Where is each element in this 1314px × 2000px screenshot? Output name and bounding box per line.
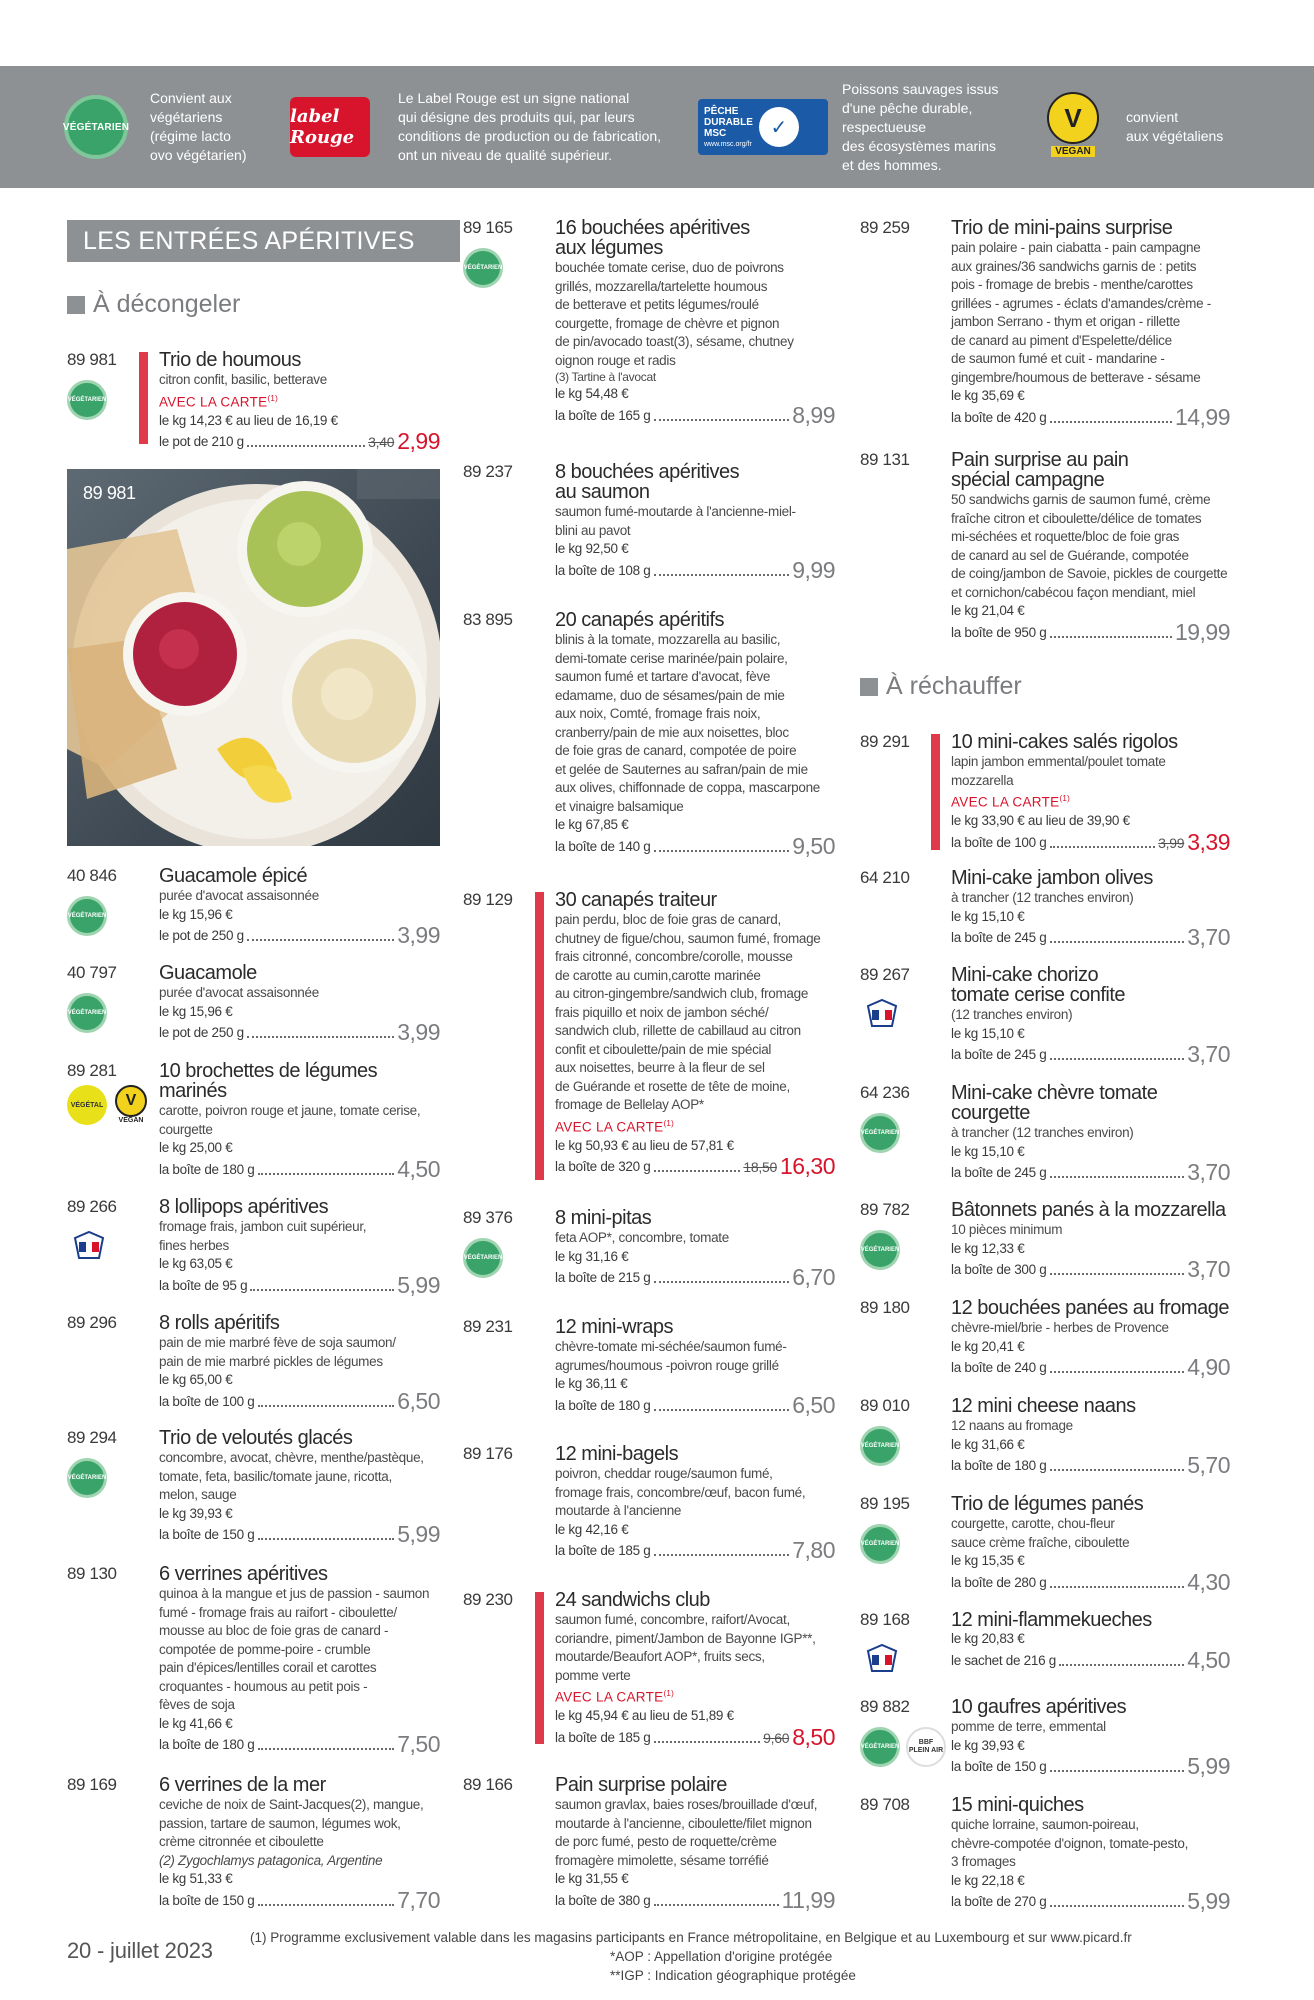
price-per-kg: le kg 50,93 € au lieu de 57,81 € (555, 1137, 734, 1153)
legend-label-rouge-text: Le Label Rouge est un signe national qui désigne des produits qui, par leurs conditions de production ou de fabrication, ont un niveau de qualité supérieur. (398, 90, 662, 163)
footnote-igp: **IGP : Indication géographique protégée (610, 1968, 856, 1983)
price-line: la boîte de 95 g 5,99 (159, 1271, 440, 1298)
fish-tick-icon: ✓ (759, 107, 799, 147)
price-line: le sachet de 216 g 4,50 (951, 1646, 1230, 1673)
product-desc: purée d'avocat assaisonnée (159, 888, 319, 903)
price-per-kg: le kg 41,66 € (159, 1715, 233, 1731)
price-line: la boîte de 180 g 7,50 (159, 1731, 440, 1757)
price-per-kg: le kg 31,16 € (555, 1248, 629, 1264)
price-per-kg: le kg 39,93 € (159, 1505, 233, 1521)
legend-vegetarien-text: Convient aux végétariens (régime lacto ovo végétarien) (150, 90, 247, 163)
vegetarien-icon: VÉGÉTARIEN (860, 1113, 900, 1153)
price-per-kg: le kg 31,66 € (951, 1436, 1025, 1452)
product-code: 89 129 (463, 890, 513, 909)
product-desc: 10 pièces minimum (951, 1222, 1063, 1237)
product-desc: chèvre-tomate mi-séchée/saumon fumé- agrumes/houmous -poivron rouge grillé (555, 1339, 787, 1373)
product-code: 89 010 (860, 1396, 910, 1415)
price-per-kg: le kg 15,35 € (951, 1553, 1025, 1568)
price: 3,99 (397, 1019, 440, 1045)
legend-bar (0, 66, 1314, 188)
france-origin-icon (860, 995, 904, 1035)
product-code: 89 230 (463, 1590, 513, 1609)
price-line: la boîte de 215 g 6,70 (555, 1264, 835, 1290)
product-name: Trio de mini-pains surprise (951, 217, 1173, 239)
vegan-logo-icon: V VEGAN (1044, 92, 1102, 162)
footnote-aop: *AOP : Appellation d'origine protégée (610, 1949, 833, 1964)
product-code: 89 195 (860, 1494, 910, 1513)
price: 5,99 (1187, 1888, 1230, 1914)
product-desc: ceviche de noix de Saint-Jacques(2), mangue, passion, tartare de saumon, légumes wok, crème citronnée et ciboulette (2) Zygochlamys patagonica, Argentine (159, 1797, 424, 1868)
price-per-kg: le kg 22,18 € (951, 1872, 1025, 1888)
product-name: 12 mini-flammekueches (951, 1609, 1152, 1631)
price-line: le pot de 250 g 3,99 (159, 1019, 440, 1045)
price-line: la boîte de 245 g 3,70 (951, 1159, 1230, 1185)
price-per-kg: le kg 12,33 € (951, 1240, 1025, 1256)
price-line: la boîte de 240 g 4,90 (951, 1354, 1230, 1380)
product-code: 89 981 (67, 350, 117, 369)
product-desc: chèvre-miel/brie - herbes de Provence (951, 1320, 1169, 1335)
product-desc: quinoa à la mangue et jus de passion - saumon fumé - fromage frais au raifort - ciboulette/ mousse au bloc de foie gras de canard - compotée de pomme-poire - crumble pain d'épices/lentilles corail et carottes croquantes - houmous au petit pois - fèves de soja (159, 1586, 430, 1712)
vegetarien-icon: VÉGÉTARIEN (67, 896, 107, 936)
product-name: 10 gaufres apéritives (951, 1696, 1127, 1718)
old-price: 9,60 (763, 1729, 790, 1746)
product-code: 89 168 (860, 1610, 910, 1629)
product-name: 16 bouchées apéritives aux légumes (555, 217, 750, 259)
price-line: la boîte de 300 g 3,70 (951, 1256, 1230, 1282)
product-name: 24 sandwichs club (555, 1589, 710, 1611)
price-per-kg: le kg 63,05 € (159, 1256, 233, 1271)
price-per-kg: le kg 39,93 € (951, 1737, 1025, 1753)
msc-logo-icon: PÊCHE DURABLE MSC www.msc.org/fr ✓ (698, 99, 828, 155)
product-code: 89 259 (860, 218, 910, 237)
avec-la-carte: AVEC LA CARTE$^{(1)}$ (951, 794, 1071, 810)
price-per-kg: le kg 36,11 € (555, 1376, 628, 1391)
price: 7,70 (397, 1886, 440, 1913)
price: 8,99 (792, 401, 835, 428)
product-code: 89 296 (67, 1313, 117, 1332)
price-line: la boîte de 185 g 7,80 (555, 1537, 835, 1563)
vegetarien-icon: VÉGÉTARIEN (860, 1727, 900, 1767)
product-code: 89 169 (67, 1775, 117, 1794)
product-code: 64 210 (860, 868, 910, 887)
price-per-kg: le kg 15,96 € (159, 1003, 233, 1019)
product-photo-houmous (67, 469, 440, 846)
page-number: 20 - juillet 2023 (67, 1938, 213, 1963)
vegetarien-icon: VÉGÉTARIEN (67, 993, 107, 1033)
vegan-icon: V VEGAN (113, 1085, 149, 1129)
product-desc: citron confit, basilic, betterave (159, 372, 327, 387)
product-code: 89 281 (67, 1061, 117, 1080)
price: 5,99 (397, 1521, 440, 1547)
price: 5,99 (1187, 1753, 1230, 1779)
product-name: Trio de veloutés glacés (159, 1427, 353, 1449)
promo-price: 16,30 (779, 1153, 835, 1179)
promo-price: 8,50 (792, 1723, 835, 1750)
price: 9,99 (792, 556, 835, 583)
product-name: 8 mini-pitas (555, 1207, 652, 1229)
product-code: 89 237 (463, 462, 513, 481)
product-name: 6 verrines apéritives (159, 1563, 328, 1585)
price-line: la boîte de 180 g 4,50 (159, 1155, 440, 1182)
product-code: 89 708 (860, 1795, 910, 1814)
price: 3,70 (1187, 1256, 1230, 1282)
square-bullet-icon (860, 678, 878, 696)
photo-code-label: 89 981 (83, 483, 136, 503)
price-line: la boîte de 150 g 7,70 (159, 1886, 440, 1913)
label-rouge-logo-icon: label Rouge (290, 97, 370, 157)
price-line: la boîte de 380 g 11,99 (555, 1886, 835, 1913)
price: 5,70 (1187, 1452, 1230, 1478)
product-code: 89 165 (463, 218, 513, 237)
price-per-kg: le kg 65,00 € (159, 1372, 233, 1387)
footer-notes (250, 1928, 1250, 1985)
subsection-decongeler: À décongeler (67, 290, 240, 319)
product-desc: quiche lorraine, saumon-poireau, chèvre-compotée d'oignon, tomate-pesto, 3 fromages (951, 1817, 1189, 1869)
price-line: la boîte de 245 g 3,70 (951, 1041, 1230, 1067)
price-per-kg: le kg 92,50 € (555, 541, 629, 556)
product-desc: saumon fumé-moutarde à l'ancienne-miel- blini au pavot (555, 504, 796, 538)
product-desc: à trancher (12 tranches environ) (951, 890, 1134, 905)
price-per-kg: le kg 67,85 € (555, 817, 629, 832)
product-code: 83 895 (463, 610, 513, 629)
price-line: le pot de 250 g 3,99 (159, 922, 440, 948)
price-per-kg: le kg 25,00 € (159, 1140, 233, 1155)
product-code: 89 131 (860, 450, 910, 469)
product-name: Mini-cake jambon olives (951, 867, 1153, 889)
price: 3,70 (1187, 1041, 1230, 1067)
product-desc: 50 sandwichs garnis de saumon fumé, crème fraîche citron et ciboulette/délice de tomates mi-séchées et roquette/bloc de foie gras de canard au sel de Guérande, compotée de coing/jambon de Savoie, pickles de courgette et cornichon/cabécou façon mendiant, miel (951, 492, 1228, 600)
product-name: 20 canapés apéritifs (555, 609, 725, 631)
price-per-kg: le kg 15,10 € (951, 1025, 1025, 1041)
price-line: la boîte de 150 g 5,99 (159, 1521, 440, 1547)
product-desc: concombre, avocat, chèvre, menthe/pastèque, tomate, feta, basilic/tomate jaune, ricotta, melon, sauge (159, 1450, 424, 1502)
product-desc: pain polaire - pain ciabatta - pain campagne aux graines/36 sandwichs garnis de : petits pois - fromage de brebis - menthe/carottes grillées - agrumes - éclats d'amandes/crème - jambon Serrano - thym et origan - rillette de canard au piment d'Espelette/délice de saumon fumé et cuit - mandarine - gingembre/houmous de betterave - sésame (951, 240, 1211, 385)
product-desc: pain de mie marbré fève de soja saumon/ pain de mie marbré pickles de légumes (159, 1335, 396, 1369)
vegetal-icon: VÉGÉTAL (67, 1085, 107, 1125)
price-per-kg: le kg 15,96 € (159, 906, 233, 922)
vegetarien-icon: VÉGÉTARIEN (67, 380, 107, 420)
price: 4,50 (397, 1155, 440, 1182)
price-line: la boîte de 420 g 14,99 (951, 403, 1230, 430)
product-desc: pain perdu, bloc de foie gras de canard, chutney de figue/chou, saumon fumé, fromage frais citronné, concombre/corolle, mousse de carotte au cumin,carotte marinée au citron-gingembre/sandwich club, fromage frais piquillo et noix de jambon séché/ sandwich club, rillette de cabillaud au citron confit et ciboulette/pain de mie spécial aux noisettes, beurre à la fleur de sel de Guérande et rosette de tête de moine, fromage de Bellelay AOP* (555, 912, 821, 1112)
product-name: Pain surprise au pain spécial campagne (951, 449, 1129, 491)
price: 4,90 (1187, 1354, 1230, 1380)
product-code: 89 231 (463, 1317, 513, 1336)
footnote-1: (1) Programme exclusivement valable dans les magasins participants en France métropolitaine, en Belgique et au Luxembourg et sur www.picard.fr (250, 1930, 1132, 1945)
product-desc: saumon gravlax, baies roses/brouillade d'œuf, moutarde à l'ancienne, ciboulette/filet mignon de porc fumé, pesto de roquette/crème fromagère mimolette, sésame torréfié (555, 1797, 818, 1868)
promo-price: 2,99 (397, 428, 440, 454)
promo-bar (931, 734, 940, 850)
vegetarien-icon: VÉGÉTARIEN (463, 1238, 503, 1278)
vegetarien-badge-icon: VÉGÉTARIEN (64, 95, 128, 159)
price-per-kg: le kg 20,41 € (951, 1338, 1025, 1354)
legend-label-rouge (290, 66, 661, 188)
price-line: la boîte de 140 g 9,50 (555, 832, 835, 859)
product-code: 89 376 (463, 1208, 513, 1227)
price: 11,99 (781, 1886, 835, 1913)
avec-la-carte: AVEC LA CARTE$^{(1)}$ (555, 1118, 675, 1134)
price: 4,50 (1187, 1646, 1230, 1673)
product-name: 10 brochettes de légumes marinés (159, 1060, 378, 1102)
product-desc: pomme de terre, emmental (951, 1719, 1106, 1734)
promo-bar (535, 892, 544, 1180)
bbf-plein-air-icon: BBF PLEIN AIR (906, 1727, 946, 1767)
product-desc: poivron, cheddar rouge/saumon fumé, fromage frais, concombre/œuf, bacon fumé, moutarde à l'ancienne (555, 1466, 806, 1518)
vegetarien-icon: VÉGÉTARIEN (67, 1458, 107, 1498)
price-per-kg: le kg 33,90 € au lieu de 39,90 € (951, 813, 1130, 828)
price-line: la boîte de 165 g 8,99 (555, 401, 835, 428)
product-name: 6 verrines de la mer (159, 1774, 326, 1796)
product-name: 12 mini-bagels (555, 1443, 679, 1465)
price-line: la boîte de 950 g 19,99 (951, 618, 1230, 645)
product-name: Guacamole épicé (159, 865, 308, 887)
price-per-kg: le kg 20,83 € (951, 1631, 1025, 1646)
product-name: 30 canapés traiteur (555, 889, 717, 911)
vegetarien-icon: VÉGÉTARIEN (860, 1524, 900, 1564)
product-name: 12 bouchées panées au fromage (951, 1297, 1229, 1319)
promo-bar (535, 1592, 544, 1744)
price-line: la boîte de 150 g 5,99 (951, 1753, 1230, 1779)
legend-msc-text: Poissons sauvages issus d'une pêche durable, respectueuse des écosystèmes marins et des hommes. (842, 80, 999, 173)
price: 3,99 (397, 922, 440, 948)
product-code: 89 882 (860, 1697, 910, 1716)
price: 19,99 (1174, 618, 1230, 645)
price-per-kg: le kg 21,04 € (951, 603, 1025, 618)
price-per-kg: le kg 31,55 € (555, 1871, 629, 1886)
product-name: 8 rolls apéritifs (159, 1312, 280, 1334)
price: 4,30 (1187, 1568, 1230, 1595)
price-line: la boîte de 245 g 3,70 (951, 924, 1230, 950)
product-code: 89 294 (67, 1428, 117, 1447)
france-origin-icon (67, 1227, 111, 1267)
price-per-kg: le kg 51,33 € (159, 1871, 233, 1886)
product-name: 15 mini-quiches (951, 1794, 1084, 1816)
price: 6,70 (792, 1264, 835, 1290)
promo-bar (139, 352, 148, 444)
price-per-kg: le kg 15,10 € (951, 1143, 1025, 1159)
legend-vegan (1044, 66, 1223, 188)
product-name: Mini-cake chorizo tomate cerise confite (951, 964, 1126, 1006)
product-name: 8 lollipops apéritives (159, 1196, 329, 1218)
product-desc: fromage frais, jambon cuit supérieur, fines herbes (159, 1219, 367, 1253)
price-per-kg: le kg 35,69 € (951, 388, 1025, 403)
subsection-rechauffer: À réchauffer (860, 672, 1022, 701)
product-desc: saumon fumé, concombre, raifort/Avocat, coriandre, piment/Jambon de Bayonne IGP**, moutarde/Beaufort AOP*, fruits secs, pomme verte (555, 1612, 816, 1683)
price-per-kg: le kg 14,23 € au lieu de 16,19 € (159, 412, 338, 428)
product-code: 89 782 (860, 1200, 910, 1219)
product-code: 64 236 (860, 1083, 910, 1102)
vegetarien-icon: VÉGÉTARIEN (860, 1426, 900, 1466)
product-desc: lapin jambon emmental/poulet tomate mozzarella (951, 754, 1166, 788)
product-desc: courgette, carotte, chou-fleur sauce crème fraîche, ciboulette (951, 1516, 1130, 1550)
price-line: la boîte de 180 g 5,70 (951, 1452, 1230, 1478)
product-code: 89 176 (463, 1444, 513, 1463)
product-code: 89 266 (67, 1197, 117, 1216)
price-line: la boîte de 100 g 6,50 (159, 1387, 440, 1414)
product-name: Pain surprise polaire (555, 1774, 727, 1796)
product-code: 89 267 (860, 965, 910, 984)
square-bullet-icon (67, 296, 85, 314)
price: 5,99 (397, 1271, 440, 1298)
price: 3,70 (1187, 924, 1230, 950)
price: 6,50 (397, 1387, 440, 1414)
price-per-kg: le kg 54,48 € (555, 386, 629, 401)
vegetarien-icon: VÉGÉTARIEN (463, 248, 503, 288)
price-per-kg: le kg 45,94 € au lieu de 51,89 € (555, 1708, 734, 1723)
price-line: la boîte de 185 g 9,60 8,50 (555, 1723, 835, 1750)
product-name: 12 mini-wraps (555, 1316, 673, 1338)
price-per-kg: le kg 42,16 € (555, 1521, 629, 1537)
product-name: Bâtonnets panés à la mozzarella (951, 1199, 1226, 1221)
product-code: 40 846 (67, 866, 117, 885)
price-line: la boîte de 180 g 6,50 (555, 1391, 835, 1418)
product-name: Trio de houmous (159, 349, 301, 371)
product-desc: purée d'avocat assaisonnée (159, 985, 319, 1000)
old-price: 18,50 (743, 1159, 777, 1175)
avec-la-carte: AVEC LA CARTE$^{(1)}$ (555, 1689, 675, 1705)
avec-la-carte: AVEC LA CARTE$^{(1)}$ (159, 393, 279, 409)
houmous-photo-illustration (67, 469, 440, 846)
legend-vegan-text: convient aux végétaliens (1126, 109, 1224, 144)
product-code: 89 130 (67, 1564, 117, 1583)
price: 9,50 (792, 832, 835, 859)
france-origin-icon (860, 1640, 904, 1680)
price-line: la boîte de 100 g 3,99 3,39 (951, 828, 1230, 855)
product-desc: carotte, poivron rouge et jaune, tomate cerise, courgette (159, 1103, 421, 1137)
product-name: 12 mini cheese naans (951, 1395, 1136, 1417)
price: 3,70 (1187, 1159, 1230, 1185)
product-desc: à trancher (12 tranches environ) (951, 1125, 1134, 1140)
legend-msc (698, 66, 998, 188)
product-name: 8 bouchées apéritives au saumon (555, 461, 740, 503)
product-desc: feta AOP*, concombre, tomate (555, 1230, 729, 1245)
old-price: 3,99 (1158, 834, 1185, 851)
price-line: la boîte de 270 g 5,99 (951, 1888, 1230, 1914)
price: 7,50 (397, 1731, 440, 1757)
product-desc: blinis à la tomate, mozzarella au basilic, demi-tomate cerise marinée/pain polaire, saumon fumé et tartare d'avocat, fève edamame, duo de sésames/pain de mie aux noix, Comté, fromage frais noix, cranberry/pain de mie aux noisettes, bloc de foie gras de canard, compotée de poire et gelée de Sauternes au safran/pain de mie aux olives, chiffonnade de coppa, mascarpone et vinaigre balsamique (555, 632, 820, 814)
price: 7,80 (792, 1537, 835, 1563)
legend-vegetarien (64, 66, 247, 188)
section-title: LES ENTRÉES APÉRITIVES (67, 220, 460, 262)
product-code: 89 291 (860, 732, 910, 751)
price-per-kg: le kg 15,10 € (951, 908, 1025, 924)
product-name: Guacamole (159, 962, 257, 984)
product-desc: (12 tranches environ) (951, 1007, 1073, 1022)
product-code: 89 166 (463, 1775, 513, 1794)
price: 14,99 (1174, 403, 1230, 430)
product-code: 89 180 (860, 1298, 910, 1317)
old-price: 3,40 (368, 434, 395, 450)
vegetarien-icon: VÉGÉTARIEN (860, 1230, 900, 1270)
product-desc: bouchée tomate cerise, duo de poivrons grillés, mozzarella/tartelette houmous de betterave et petits légumes/roulé courgette, fromage de chèvre et pignon de pin/avocado toast(3), sésame, chutney oignon rouge et radis (3) Tartine à l'avocat (555, 260, 794, 384)
price-line: la boîte de 280 g 4,30 (951, 1568, 1230, 1595)
product-desc: 12 naans au fromage (951, 1418, 1073, 1433)
price-line: le pot de 210 g 3,40 2,99 (159, 428, 440, 454)
price-line: la boîte de 108 g 9,99 (555, 556, 835, 583)
price: 6,50 (792, 1391, 835, 1418)
product-name: Mini-cake chèvre tomate courgette (951, 1082, 1158, 1124)
product-name: 10 mini-cakes salés rigolos (951, 731, 1178, 753)
product-name: Trio de légumes panés (951, 1493, 1144, 1515)
price-line: la boîte de 320 g 18,50 16,30 (555, 1153, 835, 1179)
promo-price: 3,39 (1187, 828, 1230, 855)
product-code: 40 797 (67, 963, 117, 982)
